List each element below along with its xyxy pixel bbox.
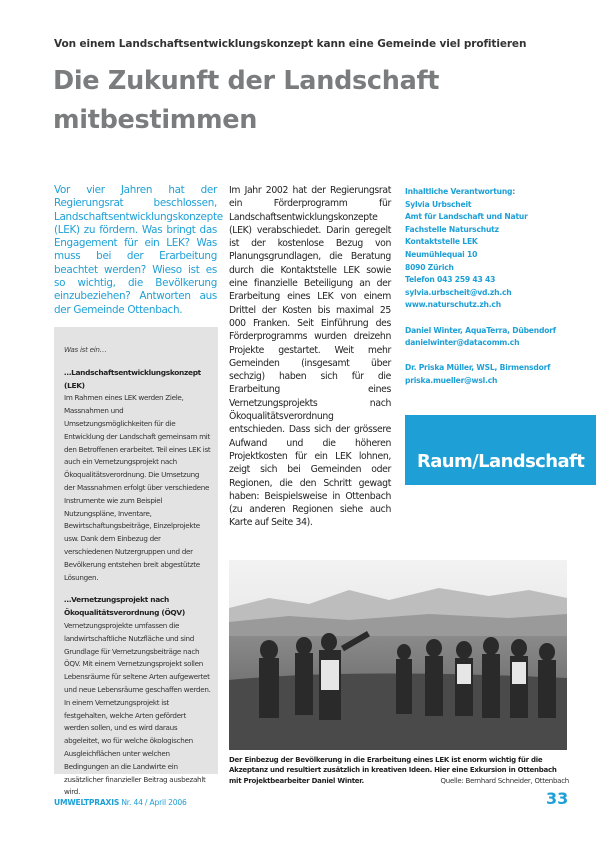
body-text: Im Jahr 2002 hat der Regierungsrat ein Förderprogramm für Landschaftsentwicklungskonzepte (LEK) verabschiedet. Darin geregelt ist der kostenlose Bezug von Planungsgrundlagen, die Beratung durch die Kontaktstelle LEK sowie eine finanzielle Beteiligung an der Erarbeitung eines LEK von einem Drittel der Kosten bis maximal 25 000 Franken. Seit Einführung des Förderprogramms wurden dreizehn Projekte gestartet. Weit mehr Gemeinden (insgesamt über sechzig) haben sich für die Erarbeitung eines Vernetzungsprojekts nach Ökoqualitätsverordnung entschieden. Dass sich der grössere Aufwand und die höheren Projektkosten für ein LEK lohnen, zeigt sich bei Gemeinden oder Regionen, die den Schritt gewagt haben: Beispielsweise in Ottenbach (zu anderen Regionen siehe auch Karte auf Seite 34). [229, 185, 391, 529]
sidebar-item-text: Im Rahmen eines LEK werden Ziele, Massnahmen und Umsetzungsmöglichkeiten für die Entwicklung der Landschaft gemeinsam mit den Betroffenen erarbeitet. Teil eines LEK ist auch ein Vernetzungsprojekt nach Ökoqualitätsverordnung. Die Umsetzung der Massnahmen erfolgt über verschiedene Instrumente wie zum Beispiel Nutzungspläne, Inventare, Bewirtschaftungsbeiträge, Einzelprojekte usw. Dank dem Einbezug der verschiedenen Nutzergruppen und der Bevölkerung entstehen breit abgestützte Lösungen. [64, 393, 211, 582]
contact-line: Telefon 043 259 43 43 [405, 275, 496, 285]
section-label: Raum/Landschaft [417, 451, 585, 472]
contact-line: Amt für Landschaft und Natur [405, 212, 528, 222]
section-tab [405, 415, 596, 485]
sidebar-item-title: …Vernetzungsprojekt nach Ökoqualitätsverordnung (ÖQV) [64, 595, 185, 618]
title-line-1: Die Zukunft der Landschaft [53, 66, 440, 96]
contact-line: Inhaltliche Verantwortung: [405, 187, 516, 196]
sidebar-item-title: …Landschaftsentwicklungskonzept (LEK) [64, 367, 201, 390]
contact-line: Sylvia Urbscheit [405, 199, 472, 209]
caption-text: Der Einbezug der Bevölkerung in die Erarbeitung eines LEK ist enorm wichtig für die Akzeptanz und resultiert zusätzlich in kreativen Ideen. Hier eine Exkursion in Ottenbach mit Projektbearbeiter Daniel Winter. [229, 756, 557, 785]
photo-image [229, 560, 567, 750]
page-title [53, 62, 563, 140]
contact-email-link[interactable]: priska.mueller@wsl.ch [405, 375, 498, 385]
contact-line: 8090 Zürich [405, 262, 454, 272]
page-number: 33 [546, 789, 569, 808]
sidebar-box [54, 327, 218, 797]
contact-line: Dr. Priska Müller, WSL, Birmensdorf [405, 363, 551, 373]
sidebar-item-text: Vernetzungsprojekte umfassen die landwirtschaftliche Nutzfläche und sind Grundlage für Vernetzungsbeiträge nach ÖQV. Mit einem Vernetzungsprojekt sollen Lebensräume für seltene Arten aufgewertet und neue Lebensräume geschaffen werden. In einem Vernetzungsprojekt ist festgehalten, welche Arten gefördert werden sollen, und es wird daraus abgeleitet, wo für welche ökologischen Ausgleichflächen unter welchen Bedingungen an die Landwirte ein zusätzlicher finanzieller Beitrag ausbezahlt wird. [64, 620, 211, 797]
contact-web-link[interactable]: www.naturschutz.zh.ch [405, 300, 501, 310]
photo-credit: Quelle: Bernhard Schneider, Ottenbach [440, 776, 569, 785]
kicker: Von einem Landschaftsentwicklungskonzept kann eine Gemeinde viel profitieren [54, 38, 527, 50]
contact-line: Neumühlequai 10 [405, 249, 478, 259]
footer-brand: UMWELTPRAXIS [54, 798, 120, 807]
contact-email-link[interactable]: danielwinter@datacomm.ch [405, 338, 520, 348]
contact-line: Kontaktstelle LEK [405, 237, 478, 247]
title-line-2: mitbestimmen [53, 105, 258, 135]
sidebar-intro: Was ist ein… [64, 345, 107, 354]
excursion-photo [229, 560, 567, 750]
contact-line: Fachstelle Naturschutz [405, 224, 499, 234]
contact-block [405, 186, 590, 388]
contact-email-link[interactable]: sylvia.urbscheit@vd.zh.ch [405, 287, 512, 297]
footer-issue: Nr. 44 / April 2006 [121, 798, 187, 807]
contact-line: Daniel Winter, AquaTerra, Dübendorf [405, 325, 556, 335]
footer-publication [54, 798, 187, 807]
photo-caption [229, 755, 569, 786]
lead-paragraph: Vor vier Jahren hat der Regierungsrat beschlossen, Landschaftsentwicklungskonzepte (LEK) zu fördern. Was bringt das Engagement für ein LEK? Was muss bei der Erarbeitung beachtet werden? Wieso ist es so wichtig, die Bevölkerung einzubeziehen? Antworten aus der Gemeinde Ottenbach. [54, 184, 223, 316]
